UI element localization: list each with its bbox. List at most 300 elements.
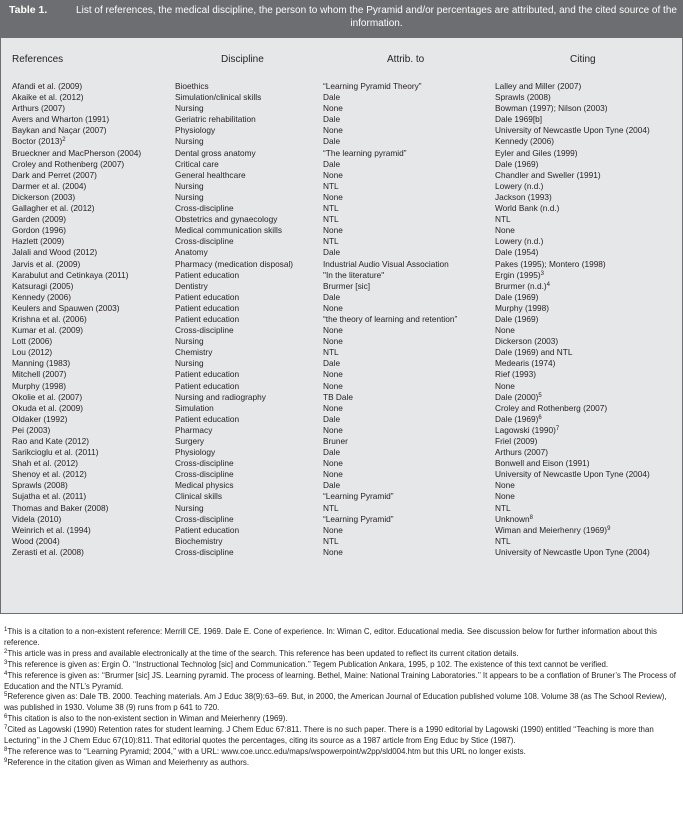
- cell-discipline-text: Cross-discipline: [175, 458, 234, 469]
- cell-reference: [12, 81, 82, 92]
- cell-discipline: [175, 236, 234, 247]
- cell-reference: [12, 480, 68, 491]
- cell-discipline: [175, 259, 293, 270]
- table-row: [1, 503, 682, 514]
- cell-attributed-to: [323, 259, 449, 270]
- cell-reference: [12, 369, 66, 380]
- footnote: [4, 660, 680, 671]
- cell-attributed-to: [323, 525, 343, 536]
- cell-discipline-text: Cross-discipline: [175, 203, 234, 214]
- table-row: [1, 392, 682, 403]
- cell-citing-text: Friel (2009): [495, 436, 538, 446]
- cell-attributed-to: [323, 192, 343, 203]
- cell-discipline-text: Patient education: [175, 313, 240, 324]
- cell-citing-text: Dale (1969): [495, 313, 539, 324]
- cell-reference-text: Brueckner and MacPherson (2004): [12, 147, 142, 158]
- cell-attributed-to-text: Industrial Audio Visual Association: [323, 258, 449, 269]
- footnote-marker: 8: [529, 514, 533, 521]
- cell-attributed-to: [323, 536, 339, 547]
- cell-citing-text: Pakes (1995); Montero (1998): [495, 258, 606, 269]
- footnotes: [4, 627, 680, 769]
- cell-citing-text: University of Newcastle Upon Tyne (2004): [495, 546, 650, 557]
- cell-citing-text: Dale (2000): [495, 391, 539, 402]
- cell-discipline: [175, 214, 277, 225]
- cell-discipline: [175, 125, 215, 136]
- cell-citing-text: Brurmer (n.d.): [495, 280, 547, 291]
- cell-citing: [495, 480, 515, 491]
- cell-reference: [12, 503, 108, 514]
- cell-attributed-to: [323, 81, 422, 92]
- table-row: [1, 236, 682, 247]
- cell-reference-text: Darmer et al. (2004): [12, 180, 87, 191]
- cell-reference: [12, 347, 52, 358]
- cell-citing: [495, 491, 515, 502]
- cell-reference: [12, 392, 82, 403]
- footnote: [4, 758, 680, 769]
- cell-discipline-text: Critical care: [175, 158, 219, 169]
- cell-reference: [12, 148, 141, 159]
- footnote-number: 6: [4, 714, 8, 721]
- cell-reference-text: Hazlett (2009): [12, 236, 65, 247]
- table-caption: List of references, the medical discipline, the person to whom the Pyramid and/or percentages are attributed, and the cited source of the information.: [76, 5, 677, 29]
- cell-attributed-to-text: None: [323, 103, 343, 114]
- cell-attributed-to: [323, 336, 343, 347]
- table-row: [1, 369, 682, 380]
- footnote-number: 3: [4, 659, 8, 666]
- cell-discipline-text: Pharmacy (medication disposal): [175, 258, 294, 269]
- table-row: [1, 381, 682, 392]
- footnote-text: This reference is given as: Ergin Ö. ‘‘Instructional Technolog [sic] and Communication.’’ Tegem Publication Ankara, 1995, p 102. The existence of this text cannot be verified.: [7, 659, 609, 669]
- cell-discipline-text: Nursing: [175, 136, 204, 147]
- cell-attributed-to-text: NTL: [323, 535, 339, 546]
- table-row: [1, 148, 682, 159]
- cell-attributed-to-text: None: [323, 424, 343, 435]
- cell-citing: [495, 292, 538, 303]
- cell-discipline-text: Nursing: [175, 191, 204, 202]
- cell-citing: [495, 325, 515, 336]
- cell-attributed-to-text: Brurmer [sic]: [323, 280, 371, 291]
- cell-reference-text: Zerasti et al. (2008): [12, 546, 84, 557]
- cell-attributed-to: [323, 303, 343, 314]
- table-row: [1, 181, 682, 192]
- cell-attributed-to-text: NTL: [323, 347, 339, 358]
- table-row: [1, 547, 682, 558]
- cell-discipline-text: Dental gross anatomy: [175, 147, 256, 158]
- cell-attributed-to: [323, 425, 343, 436]
- table-title-bar: [0, 0, 683, 37]
- cell-reference-text: Oldaker (1992): [12, 413, 68, 424]
- cell-citing-text: None: [495, 380, 515, 391]
- cell-citing-text: None: [495, 480, 515, 491]
- footnote-number: 1: [4, 627, 8, 633]
- cell-attributed-to-text: None: [323, 524, 343, 535]
- cell-discipline: [175, 270, 239, 281]
- cell-reference: [12, 458, 78, 469]
- table-row: [1, 469, 682, 480]
- cell-attributed-to: [323, 114, 340, 125]
- cell-reference-text: Dark and Perret (2007): [12, 169, 97, 180]
- cell-attributed-to-text: NTL: [323, 214, 339, 225]
- cell-citing-text: Arthurs (2007): [495, 447, 549, 458]
- cell-attributed-to-text: None: [323, 546, 343, 557]
- table-row: [1, 225, 682, 236]
- cell-attributed-to-text: Dale: [323, 247, 341, 258]
- cell-citing: [495, 503, 511, 514]
- cell-attributed-to: [323, 414, 340, 425]
- cell-citing: [495, 270, 544, 281]
- cell-attributed-to: [323, 503, 339, 514]
- cell-attributed-to-text: “The learning pyramid”: [323, 147, 407, 158]
- cell-discipline: [175, 425, 212, 436]
- cell-discipline: [175, 436, 204, 447]
- footnote-text: This citation is also to the non-existent section in Wiman and Meierhenry (1969).: [7, 714, 288, 724]
- cell-reference: [12, 136, 66, 147]
- footnote: [4, 671, 680, 693]
- cell-discipline: [175, 192, 204, 203]
- cell-citing: [495, 458, 590, 469]
- footnote-marker: 5: [538, 392, 542, 399]
- cell-citing: [495, 314, 538, 325]
- cell-citing: [495, 358, 555, 369]
- table-row: [1, 525, 682, 536]
- cell-discipline: [175, 114, 256, 125]
- footnote-marker: 7: [555, 425, 560, 432]
- cell-attributed-to: [323, 403, 343, 414]
- cell-citing: [495, 447, 548, 458]
- cell-reference-text: Gallagher et al. (2012): [12, 203, 95, 214]
- cell-citing-text: Unknown: [495, 513, 530, 524]
- cell-attributed-to-text: NTL: [323, 236, 339, 247]
- cell-reference: [12, 447, 99, 458]
- cell-discipline-text: Surgery: [175, 436, 205, 446]
- footnote: [4, 627, 680, 649]
- cell-discipline-text: Biochemistry: [175, 535, 223, 546]
- cell-reference-text: Sarikcioglu et al. (2011): [12, 447, 99, 458]
- footnote-text: This is a citation to a non-existent reference: Merrill CE. 1969. Dale E. Cone of experience. In: Wiman C, editor. Educational media. See discussion below for further information about this reference.: [4, 627, 657, 647]
- cell-reference: [12, 114, 109, 125]
- cell-reference: [12, 381, 66, 392]
- cell-citing: [495, 225, 515, 236]
- cell-reference: [12, 414, 67, 425]
- cell-reference: [12, 403, 83, 414]
- table-row: [1, 514, 682, 525]
- cell-attributed-to: [323, 458, 343, 469]
- cell-attributed-to: [323, 270, 384, 281]
- cell-reference: [12, 270, 129, 281]
- cell-attributed-to: [323, 447, 340, 458]
- cell-citing: [495, 236, 543, 247]
- table-label: Table 1.: [9, 4, 48, 16]
- cell-citing: [495, 181, 543, 192]
- cell-attributed-to-text: Dale: [323, 413, 341, 424]
- cell-reference-text: Sprawls (2008): [12, 480, 68, 491]
- cell-discipline: [175, 148, 256, 159]
- footnote-text: Reference in the citation given as Wiman and Meierhenry as authors.: [7, 757, 250, 767]
- cell-citing-text: Dale (1954): [495, 247, 539, 258]
- cell-attributed-to-text: “the theory of learning and retention”: [323, 313, 458, 324]
- cell-attributed-to: [323, 369, 343, 380]
- cell-discipline: [175, 525, 239, 536]
- footnote-number: 5: [4, 692, 8, 699]
- cell-reference: [12, 214, 66, 225]
- cell-citing-text: Kennedy (2006): [495, 136, 555, 147]
- cell-citing: [495, 514, 533, 525]
- cell-reference-text: Karabulut and Cetinkaya (2011): [12, 269, 129, 280]
- cell-reference-text: Kumar et al. (2009): [12, 325, 84, 336]
- cell-citing: [495, 192, 552, 203]
- cell-citing: [495, 436, 537, 447]
- table-row: [1, 92, 682, 103]
- cell-attributed-to-text: None: [323, 302, 343, 313]
- cell-discipline: [175, 92, 261, 103]
- cell-reference-text: Krishna et al. (2006): [12, 313, 87, 324]
- cell-discipline: [175, 403, 214, 414]
- cell-citing: [495, 281, 550, 292]
- cell-citing: [495, 547, 650, 558]
- footnote: [4, 692, 680, 714]
- cell-discipline-text: Patient education: [175, 413, 240, 424]
- cell-reference-text: Gordon (1996): [12, 225, 66, 236]
- cell-citing: [495, 347, 572, 358]
- cell-discipline-text: Pharmacy: [175, 424, 213, 435]
- cell-discipline-text: Dentistry: [175, 280, 208, 291]
- table-row: [1, 447, 682, 458]
- cell-citing-text: NTL: [495, 214, 511, 225]
- cell-reference: [12, 159, 124, 170]
- cell-attributed-to-text: Dale: [323, 158, 341, 169]
- cell-attributed-to: [323, 181, 339, 192]
- table-row: [1, 192, 682, 203]
- cell-discipline-text: Patient education: [175, 269, 240, 280]
- table-row: [1, 314, 682, 325]
- cell-citing: [495, 214, 511, 225]
- cell-discipline: [175, 414, 239, 425]
- cell-attributed-to: [323, 214, 339, 225]
- cell-attributed-to: [323, 170, 343, 181]
- table-row: [1, 270, 682, 281]
- cell-citing-text: Dale (1969) and NTL: [495, 347, 573, 358]
- cell-citing: [495, 303, 549, 314]
- cell-reference-text: Baykan and Naçar (2007): [12, 125, 107, 136]
- cell-citing: [495, 81, 581, 92]
- cell-citing: [495, 125, 650, 136]
- column-header-attrib-to: Attrib. to: [387, 54, 425, 65]
- cell-reference: [12, 181, 86, 192]
- cell-discipline: [175, 203, 234, 214]
- cell-citing: [495, 92, 551, 103]
- table-row: [1, 214, 682, 225]
- table-row: [1, 81, 682, 92]
- cell-discipline: [175, 480, 234, 491]
- cell-attributed-to-text: “Learning Pyramid Theory”: [323, 81, 422, 91]
- cell-reference: [12, 281, 73, 292]
- cell-citing: [495, 336, 558, 347]
- cell-discipline: [175, 491, 222, 502]
- cell-attributed-to: [323, 236, 339, 247]
- cell-reference: [12, 314, 87, 325]
- cell-reference-text: Wood (2004): [12, 535, 60, 546]
- table-row: [1, 247, 682, 258]
- table-row: [1, 480, 682, 491]
- cell-reference-text: Akaike et al. (2012): [12, 92, 84, 103]
- cell-reference: [12, 247, 97, 258]
- cell-citing: [495, 148, 578, 159]
- cell-citing: [495, 392, 542, 403]
- cell-attributed-to-text: None: [323, 325, 343, 336]
- cell-discipline-text: Cross-discipline: [175, 469, 234, 480]
- cell-attributed-to-text: Bruner: [323, 436, 348, 446]
- cell-citing-text: Dale (1969): [495, 413, 539, 424]
- cell-discipline: [175, 447, 215, 458]
- cell-reference-text: Okolie et al. (2007): [12, 391, 83, 402]
- cell-discipline: [175, 303, 239, 314]
- cell-attributed-to-text: Dale: [323, 136, 341, 147]
- table-row: [1, 259, 682, 270]
- cell-attributed-to: [323, 436, 348, 447]
- footnote-text: The reference was to ‘‘Learning Pyramid; 2004,’’ with a URL: www.coe.uncc.edu/maps/wspowerpoint/w2pp/sld004.htm but this URL no longer exists.: [7, 746, 526, 756]
- cell-attributed-to: [323, 392, 353, 403]
- cell-attributed-to-text: None: [323, 458, 343, 469]
- cell-reference: [12, 203, 95, 214]
- cell-citing-text: World Bank (n.d.): [495, 203, 560, 214]
- cell-reference: [12, 259, 80, 270]
- cell-attributed-to-text: "In the literature": [323, 269, 385, 280]
- cell-reference-text: Pei (2003): [12, 424, 51, 435]
- cell-citing-text: Croley and Rothenberg (2007): [495, 402, 608, 413]
- table-row: [1, 103, 682, 114]
- cell-discipline-text: Patient education: [175, 524, 240, 535]
- footnote-marker: 4: [546, 281, 550, 288]
- cell-reference: [12, 236, 64, 247]
- cell-citing: [495, 536, 511, 547]
- cell-reference: [12, 491, 86, 502]
- footnote-text: Cited as Lagowski (1990) Retention rates for student learning. J Chem Educ 67:811. There is no such paper. There is a 1990 editorial by Lagowski (1990) entitled ‘‘Teaching is more than Lecturing’’ in the J Chem Educ 67(10):811. That editorial quotes the percentages, citing its source as a 1987 article from Eng Educ by Stice (1987).: [4, 725, 654, 746]
- cell-discipline-text: Nursing: [175, 103, 204, 114]
- cell-reference: [12, 303, 119, 314]
- cell-attributed-to: [323, 491, 394, 502]
- cell-citing-text: Medearis (1974): [495, 358, 556, 369]
- cell-reference-text: Boctor (2013): [12, 136, 63, 147]
- cell-discipline-text: Nursing: [175, 502, 204, 513]
- cell-citing: [495, 259, 606, 270]
- cell-reference: [12, 469, 87, 480]
- cell-attributed-to-text: None: [323, 336, 343, 347]
- cell-discipline: [175, 469, 234, 480]
- cell-attributed-to-text: None: [323, 169, 343, 180]
- cell-discipline: [175, 336, 204, 347]
- cell-citing-text: Bonwell and Eison (1991): [495, 458, 590, 469]
- cell-reference: [12, 336, 52, 347]
- cell-attributed-to: [323, 358, 340, 369]
- footnote-text: This reference is given as: ‘‘Brurmer [sic] JS. Learning pyramid. The process of learning. Bethel, Maine: National Training Laboratories.’’ It appears to be a conflation of Bruner’s The Process of Education and the NTL’s Pyramid.: [4, 670, 676, 691]
- cell-citing: [495, 247, 538, 258]
- cell-citing-text: Jackson (1993): [495, 191, 552, 202]
- cell-discipline-text: General healthcare: [175, 169, 246, 180]
- table-row: [1, 203, 682, 214]
- cell-attributed-to-text: Dale: [323, 480, 341, 491]
- cell-citing-text: Bowman (1997); Nilson (2003): [495, 103, 608, 114]
- cell-reference: [12, 425, 50, 436]
- cell-discipline-text: Simulation: [175, 402, 214, 413]
- table-row: [1, 292, 682, 303]
- cell-discipline-text: Cross-discipline: [175, 325, 234, 336]
- cell-discipline-text: Cross-discipline: [175, 513, 234, 524]
- cell-discipline: [175, 381, 239, 392]
- cell-reference: [12, 92, 83, 103]
- cell-discipline-text: Nursing: [175, 358, 204, 369]
- cell-attributed-to: [323, 325, 343, 336]
- cell-reference-text: Shenoy et al. (2012): [12, 469, 87, 480]
- cell-attributed-to: [323, 381, 343, 392]
- cell-reference-text: Lou (2012): [12, 347, 53, 358]
- cell-reference-text: Jarvis et al. (2009): [12, 258, 81, 269]
- footnote: [4, 714, 680, 725]
- cell-citing: [495, 136, 554, 147]
- cell-reference-text: Manning (1983): [12, 358, 71, 369]
- table-row: [1, 281, 682, 292]
- cell-reference-text: Mitchell (2007): [12, 369, 67, 380]
- footnote-number: 4: [4, 670, 8, 677]
- cell-attributed-to: [323, 247, 340, 258]
- table-row: [1, 336, 682, 347]
- cell-reference: [12, 514, 61, 525]
- cell-attributed-to: [323, 136, 340, 147]
- table-row: [1, 114, 682, 125]
- cell-attributed-to-text: None: [323, 469, 343, 480]
- cell-reference-text: Shah et al. (2012): [12, 458, 78, 469]
- cell-discipline: [175, 325, 234, 336]
- cell-citing-text: None: [495, 325, 515, 336]
- cell-attributed-to-text: Dale: [323, 447, 341, 458]
- table-row: [1, 347, 682, 358]
- cell-discipline-text: Chemistry: [175, 347, 213, 358]
- cell-attributed-to: [323, 103, 343, 114]
- cell-citing-text: Dale (1969): [495, 291, 539, 302]
- cell-citing-text: NTL: [495, 535, 511, 546]
- cell-reference: [12, 358, 70, 369]
- footnote-text: This article was in press and available electronically at the time of the search. This reference has been updated to reflect its current citation details.: [7, 648, 519, 658]
- column-header-citing: Citing: [570, 54, 596, 65]
- cell-attributed-to-text: None: [323, 402, 343, 413]
- cell-attributed-to-text: None: [323, 191, 343, 202]
- cell-reference: [12, 525, 91, 536]
- cell-citing-text: Rief (1993): [495, 369, 537, 380]
- table-row: [1, 491, 682, 502]
- table-row: [1, 358, 682, 369]
- footnote-marker: 3: [540, 270, 545, 277]
- cell-reference-text: Videla (2010): [12, 513, 62, 524]
- cell-citing: [495, 525, 610, 536]
- cell-attributed-to: [323, 314, 457, 325]
- cell-citing-text: Lowery (n.d.): [495, 236, 544, 247]
- cell-citing-text: None: [495, 225, 515, 236]
- table-row: [1, 414, 682, 425]
- footnote: [4, 747, 680, 758]
- cell-discipline-text: Physiology: [175, 125, 216, 136]
- cell-reference: [12, 325, 83, 336]
- cell-reference-text: Okuda et al. (2009): [12, 402, 84, 413]
- cell-attributed-to: [323, 225, 343, 236]
- cell-reference-text: Rao and Kate (2012): [12, 436, 90, 446]
- cell-discipline: [175, 281, 208, 292]
- cell-citing-text: Wiman and Meierhenry (1969): [495, 524, 608, 535]
- cell-discipline: [175, 136, 204, 147]
- cell-attributed-to: [323, 292, 340, 303]
- cell-discipline: [175, 458, 234, 469]
- references-table: [0, 37, 683, 614]
- cell-citing: [495, 425, 559, 436]
- cell-reference-text: Lott (2006): [12, 336, 53, 347]
